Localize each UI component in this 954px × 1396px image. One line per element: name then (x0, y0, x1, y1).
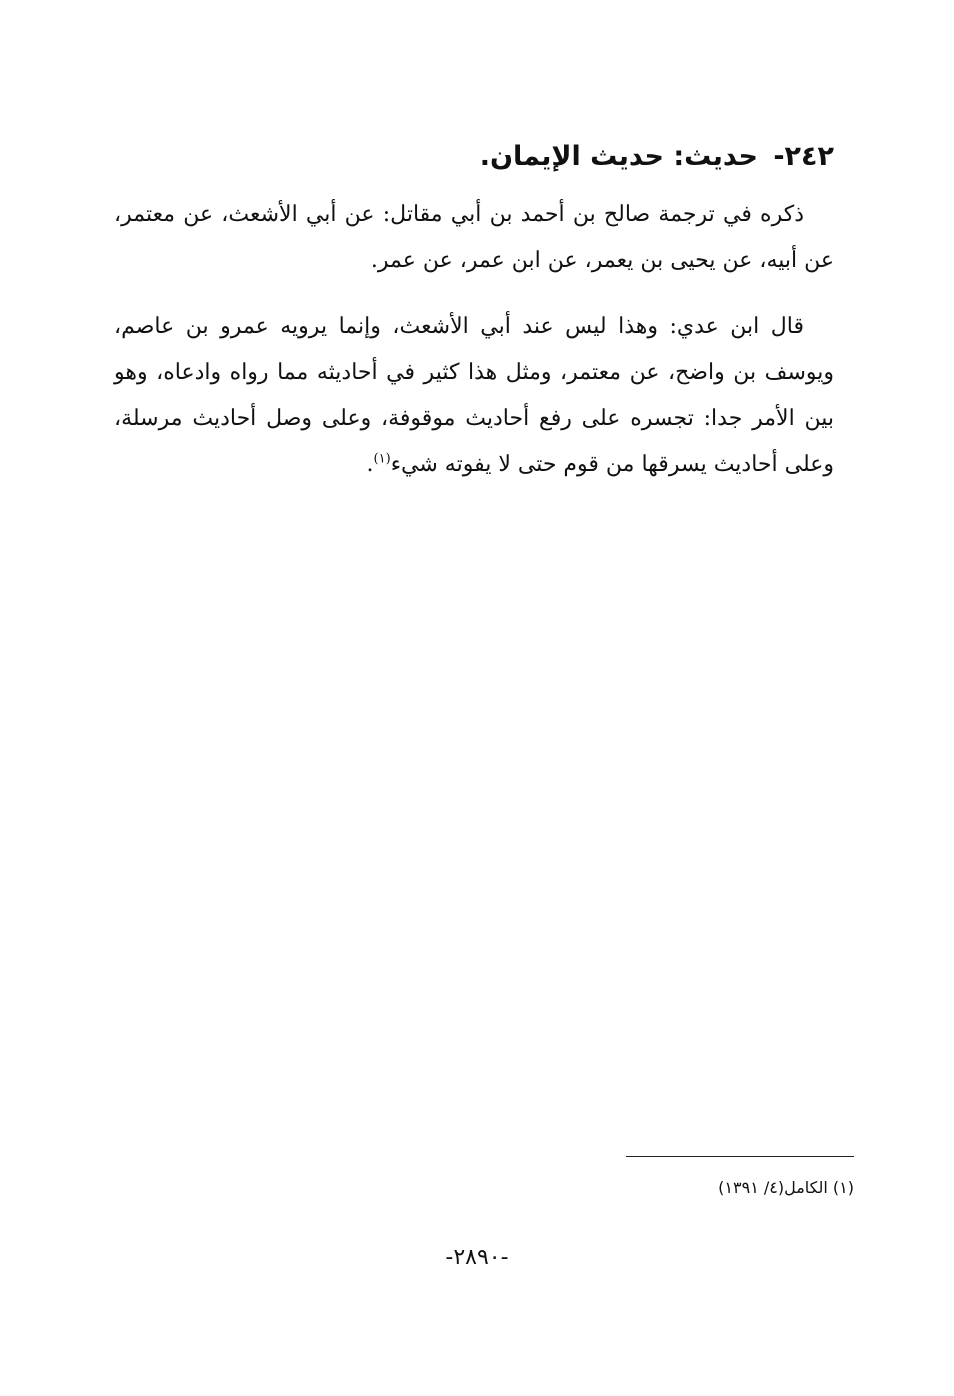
hadith-number: ٢٤٢- (773, 141, 834, 172)
footnote-divider (626, 1156, 854, 1157)
paragraph-1-text: ذكره في ترجمة صالح بن أحمد بن أبي مقاتل: عن أبي الأشعث، عن معتمر، عن أبيه، عن يحيى بن يعمر، عن ابن عمر، عن عمر. (114, 202, 834, 273)
paragraph-2-end: . (366, 452, 374, 477)
section-heading (114, 132, 834, 182)
page-number: -٢٨٩٠- (445, 1245, 509, 1270)
paragraph-1 (114, 192, 834, 284)
footnote: (١) الكامل(٤/ ١٣٩١) (718, 1178, 854, 1197)
paragraph-2 (114, 304, 834, 488)
paragraph-2-body (114, 304, 834, 488)
hadith-title: حديث: حديث الإيمان. (479, 141, 758, 172)
footnote-reference[interactable]: (١) (373, 451, 391, 467)
paragraph-2-text: قال ابن عدي: وهذا ليس عند أبي الأشعث، وإنما يرويه عمرو بن عاصم، ويوسف بن واضح، عن معتمر، ومثل هذا كثير في أحاديثه مما رواه وادعاه، وهو بين الأمر جدا: تجسره على رفع أحاديث موقوفة، وعلى وصل أحاديث مرسلة، وعلى أحاديث يسرقها من قوم حتى لا يفوته شيء (114, 314, 834, 477)
